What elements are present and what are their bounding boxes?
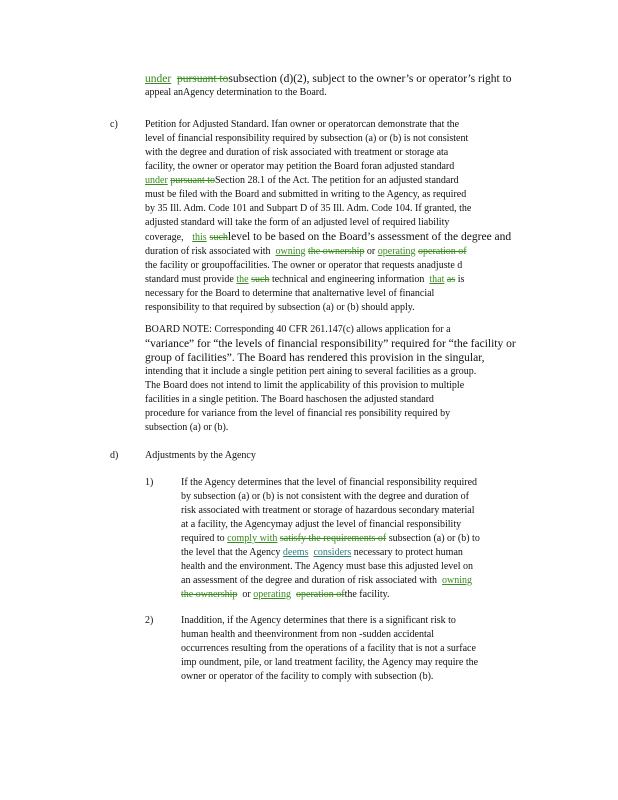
section-d-heading: Adjustments by the Agency — [145, 450, 256, 461]
text-line: BOARD NOTE: Corresponding 40 CFR 261.147(c) allows application for a — [145, 324, 451, 335]
text-line: facilities in a single petition. The Board haschosen the adjusted standard — [145, 394, 434, 405]
deleted-text: such — [251, 274, 270, 285]
text-line — [145, 273, 542, 287]
inserted-text: owning — [442, 575, 473, 586]
inserted-text: under — [145, 73, 172, 85]
text-line — [145, 72, 545, 86]
text-line — [181, 532, 541, 546]
deleted-text: pursuant to — [176, 73, 229, 85]
text-line: must be filed with the Board and submitted in writing to the Agency, as required — [145, 189, 467, 200]
inserted-text: comply with — [227, 533, 278, 544]
text-line: “variance” for “the levels of financial responsibility” required for “the facility or — [145, 338, 516, 350]
line-text: coverage, — [145, 232, 184, 243]
inserted-text: owning — [275, 246, 306, 257]
text-line: facility, the owner or operator may petition the Board foran adjusted standard — [145, 161, 455, 172]
inserted-text: under — [145, 175, 168, 186]
text-line: by subsection (a) or (b) is not consistent with the degree and duration of — [181, 491, 469, 502]
text-line: the facility or groupoffacilities. The owner or operator that requests anadjuste d — [145, 260, 463, 271]
text-line: adjusted standard will take the form of an adjusted level of required liability — [145, 217, 450, 228]
deleted-text: operation of — [418, 246, 467, 257]
text-line: at a facility, the Agencymay adjust the level of financial responsibility — [181, 519, 462, 530]
board-note-paragraph — [145, 323, 545, 435]
item-1-paragraph — [181, 476, 541, 602]
deleted-text: as — [446, 274, 456, 285]
item-label-2: 2) — [145, 615, 154, 626]
text-line: appeal anAgency determination to the Board. — [145, 87, 327, 98]
text-line: health and the environment. The Agency must base this adjusted level on — [181, 561, 473, 572]
line-text: standard must provide — [145, 274, 234, 285]
item-2-paragraph — [181, 614, 541, 684]
text-line: with the degree and duration of risk associated with treatment or storage ata — [145, 147, 449, 158]
section-c-paragraph — [145, 118, 542, 315]
text-line — [145, 174, 542, 188]
deleted-text: the ownership — [181, 589, 238, 600]
text-line: subsection (a) or (b). — [145, 422, 229, 433]
deleted-text: the ownership — [308, 246, 365, 257]
text-line: occurrences resulting from the operations of a facility that is not a surface — [181, 643, 476, 654]
text-line — [181, 588, 541, 602]
continuation-paragraph — [145, 72, 545, 100]
line-text: Section 28.1 of the Act. The petition for an adjusted standard — [215, 175, 459, 186]
text-line: human health and theenvironment from non -sudden accidental — [181, 629, 434, 640]
item-label-1: 1) — [145, 477, 154, 488]
line-text: is — [457, 274, 465, 285]
line-text: subsection (d)(2), subject to the owner’s or operator’s right to — [228, 73, 512, 85]
deleted-text: satisfy the requirements of — [279, 533, 387, 544]
line-text: the level that the Agency — [181, 547, 281, 558]
text-line: If the Agency determines that the level of financial responsibility required — [181, 477, 478, 488]
text-line: The Board does not intend to limit the applicability of this provision to multiple — [145, 380, 465, 391]
inserted-text: that — [429, 274, 445, 285]
text-line: by 35 Ill. Adm. Code 101 and Subpart D of 35 Ill. Adm. Code 104. If granted, the — [145, 203, 472, 214]
line-text: duration of risk associated with — [145, 246, 271, 257]
deleted-text: operation of — [296, 589, 345, 600]
text-line — [145, 230, 542, 245]
text-line: owner or operator of the facility to comply with subsection (b). — [181, 671, 434, 682]
line-text: required to — [181, 533, 225, 544]
inserted-text: the — [236, 274, 249, 285]
line-text: necessary to protect human — [353, 547, 463, 558]
text-line: Petition for Adjusted Standard. Ifan owner or operatorcan demonstrate that the — [145, 119, 460, 130]
line-text: the facility. — [344, 589, 390, 600]
inserted-text: operating — [253, 589, 291, 600]
text-line: group of facilities”. The Board has rendered this provision in the singular, — [145, 352, 485, 364]
line-text: level to be based on the Board’s assessment of the degree and — [227, 231, 512, 243]
line-text: or — [366, 246, 376, 257]
inserted-text: considers — [313, 547, 352, 558]
text-line: responsibility to that required by subsection (a) or (b) should apply. — [145, 302, 415, 313]
text-line: risk associated with treatment or storage of hazardous secondary material — [181, 505, 475, 516]
line-text: or — [242, 589, 251, 600]
inserted-text: operating — [377, 246, 416, 257]
inserted-text: this — [192, 232, 207, 243]
text-line: procedure for variance from the level of financial res ponsibility required by — [145, 408, 451, 419]
line-text: subsection (a) or (b) to — [388, 533, 480, 544]
line-text: technical and engineering information — [271, 274, 425, 285]
text-line: intending that it include a single petition pert aining to several facilities as a group. — [145, 366, 477, 377]
text-line: necessary for the Board to determine that analternative level of financial — [145, 288, 435, 299]
deleted-text: such — [209, 232, 228, 243]
inserted-text: deems — [282, 547, 309, 558]
section-label-d: d) — [110, 450, 119, 461]
text-line: imp oundment, pile, or land treatment facility, the Agency may require the — [181, 657, 479, 668]
section-label-c: c) — [110, 119, 118, 130]
text-line: level of financial responsibility required by subsection (a) or (b) is not consistent — [145, 133, 469, 144]
deleted-text: pursuant to — [170, 175, 215, 186]
text-line — [181, 546, 541, 560]
line-text: an assessment of the degree and duration of risk associated with — [181, 575, 438, 586]
text-line: Inaddition, if the Agency determines that there is a significant risk to — [181, 615, 456, 626]
text-line — [145, 245, 542, 259]
text-line — [181, 574, 541, 588]
